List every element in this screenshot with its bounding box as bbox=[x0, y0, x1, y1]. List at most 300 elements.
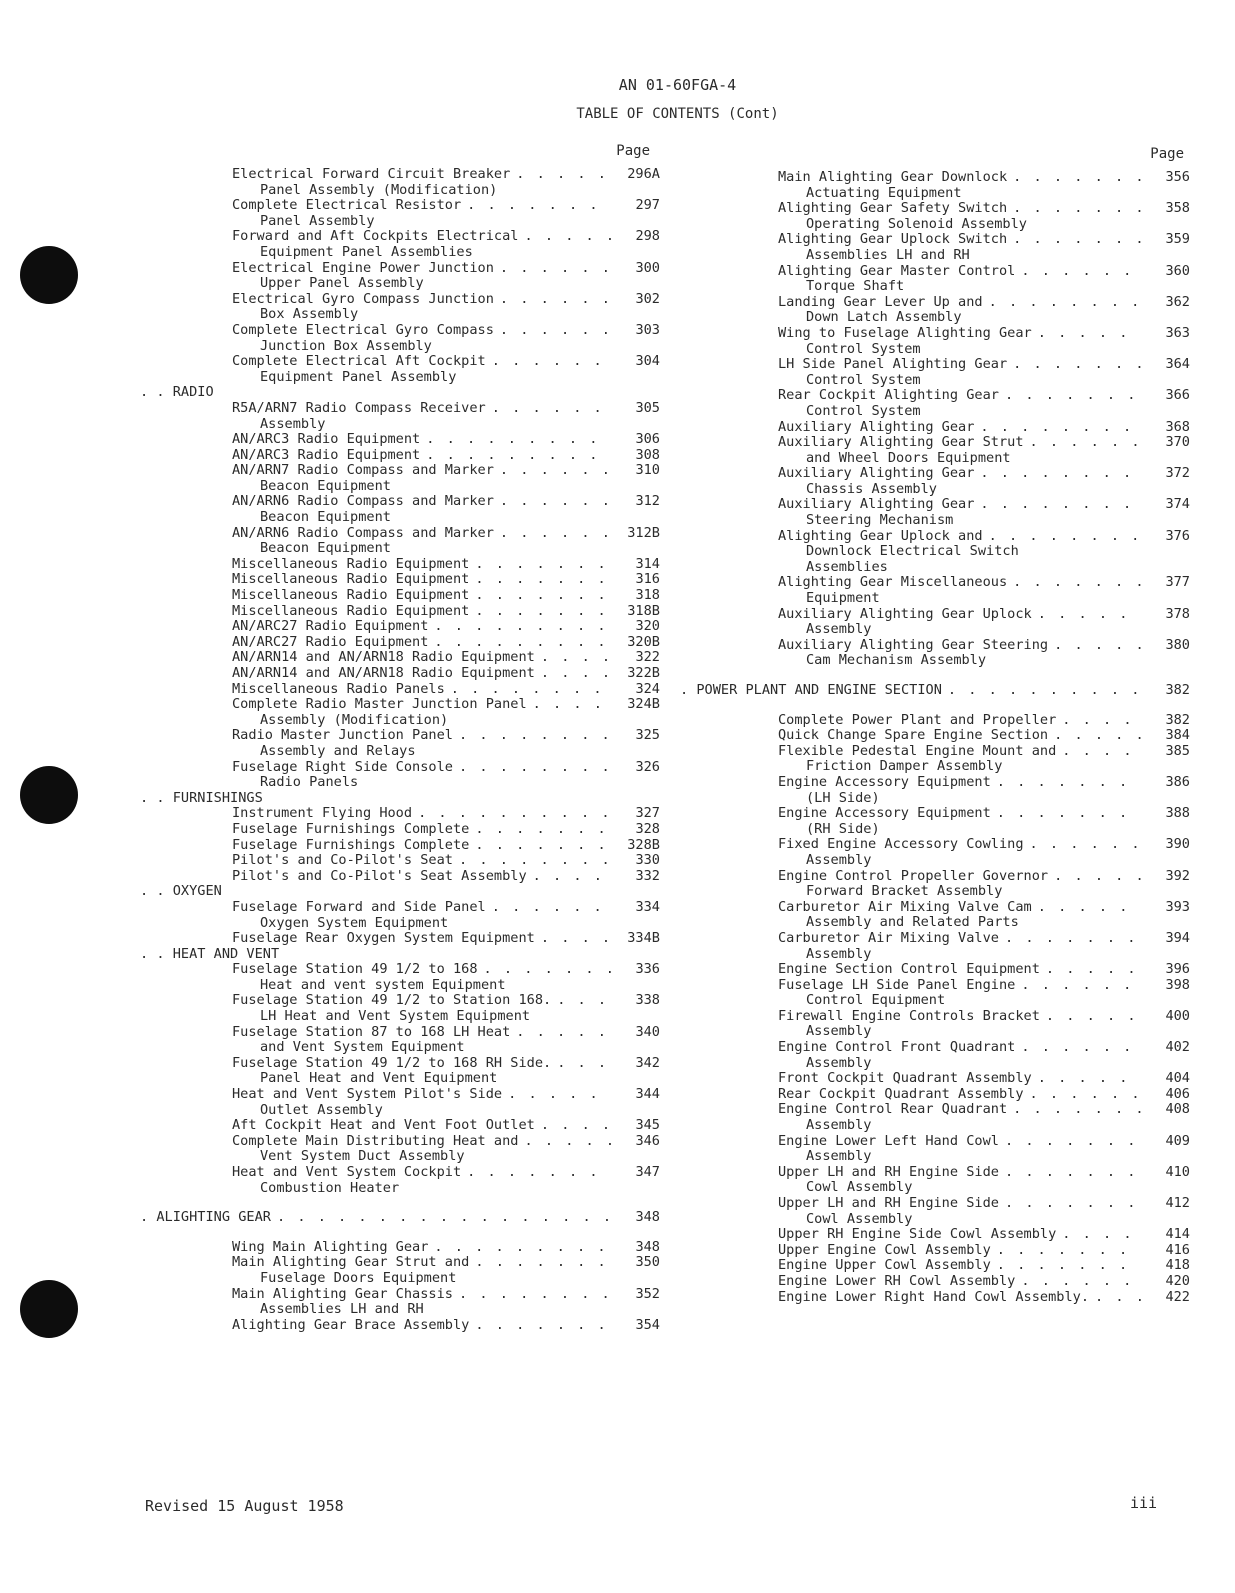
page-ref: 312 bbox=[635, 493, 660, 510]
dot-leader bbox=[551, 1056, 612, 1072]
dot-leader bbox=[486, 900, 612, 916]
page-ref: 348 bbox=[635, 1238, 660, 1255]
dot-leader bbox=[942, 683, 1142, 699]
dot-leader bbox=[1032, 607, 1142, 623]
toc-entry bbox=[140, 1056, 660, 1087]
entry-title: AN/ARC3 Radio Equipment bbox=[232, 446, 421, 463]
binder-hole bbox=[20, 246, 78, 304]
entry-title: Pilot's and Co-Pilot's Seat Assembly bbox=[232, 867, 527, 884]
entry-title: Rear Cockpit Quadrant Assembly bbox=[778, 1085, 1024, 1102]
toc-entry bbox=[680, 900, 1190, 931]
dot-leader bbox=[551, 993, 612, 1009]
dot-leader bbox=[486, 354, 612, 370]
toc-entry bbox=[140, 962, 660, 993]
page-ref: 372 bbox=[1165, 465, 1190, 482]
toc-entry bbox=[140, 526, 660, 557]
page-ref: 386 bbox=[1165, 773, 1190, 790]
spacer bbox=[140, 1196, 660, 1210]
entry-title-continuation: Panel Assembly bbox=[260, 212, 375, 229]
binder-hole bbox=[20, 1280, 78, 1338]
entry-title: AN/ARN14 and AN/ARN18 Radio Equipment bbox=[232, 649, 535, 666]
dot-leader bbox=[1007, 357, 1142, 373]
toc-entry bbox=[140, 572, 660, 588]
entry-title: Fuselage Station 49 1/2 to 168 RH Side. bbox=[232, 1054, 552, 1071]
entry-title: Upper Engine Cowl Assembly bbox=[778, 1241, 991, 1258]
toc-entry bbox=[140, 853, 660, 869]
entry-title: Fuselage LH Side Panel Engine bbox=[778, 976, 1016, 993]
page-ref: 322B bbox=[627, 665, 660, 681]
page-ref: 305 bbox=[635, 399, 660, 416]
page-ref: 388 bbox=[1165, 805, 1190, 822]
entry-title-continuation: Steering Mechanism bbox=[806, 512, 954, 529]
page-ref: 396 bbox=[1165, 961, 1190, 978]
page-ref: 318 bbox=[635, 587, 660, 604]
toc-entry bbox=[140, 619, 660, 635]
entry-title-continuation: Assembly bbox=[806, 1148, 872, 1165]
entry-title-continuation: (RH Side) bbox=[806, 820, 880, 837]
toc-entry bbox=[680, 806, 1190, 837]
page-ref: 359 bbox=[1165, 231, 1190, 248]
entry-title-continuation: Vent System Duct Assembly bbox=[260, 1148, 465, 1165]
page-ref: 358 bbox=[1165, 200, 1190, 217]
entry-title: Electrical Forward Circuit Breaker bbox=[232, 166, 511, 182]
toc-entry bbox=[140, 635, 660, 651]
entry-title: Auxiliary Alighting Gear Strut bbox=[778, 434, 1024, 451]
toc-entry bbox=[680, 466, 1190, 497]
entry-title: Main Alighting Gear Strut and bbox=[232, 1254, 470, 1271]
entry-title: Fuselage Furnishings Complete bbox=[232, 836, 470, 853]
entry-title-continuation: Downlock Electrical Switch bbox=[806, 543, 1019, 560]
entry-title-continuation: Control Equipment bbox=[806, 992, 946, 1009]
page-ref: 392 bbox=[1165, 867, 1190, 884]
spacer bbox=[140, 1226, 660, 1240]
toc-entry bbox=[680, 744, 1190, 775]
page-ref: 336 bbox=[635, 961, 660, 978]
page-ref: 408 bbox=[1165, 1101, 1190, 1118]
entry-title: Engine Accessory Equipment bbox=[778, 773, 991, 790]
page-ref: 303 bbox=[635, 321, 660, 338]
entry-title-continuation: Assembly bbox=[806, 621, 872, 638]
entry-title-continuation: Heat and vent system Equipment bbox=[260, 976, 506, 993]
toc-entry bbox=[680, 575, 1190, 606]
dot-leader bbox=[974, 497, 1142, 513]
page-ref: 327 bbox=[635, 805, 660, 822]
entry-title: Flexible Pedestal Engine Mount and bbox=[778, 742, 1057, 759]
toc-entry bbox=[680, 837, 1190, 868]
dot-leader bbox=[1015, 1274, 1142, 1290]
entry-title-continuation: Junction Box Assembly bbox=[260, 337, 432, 354]
entry-title: Aft Cockpit Heat and Vent Foot Outlet bbox=[232, 1117, 535, 1134]
entry-title: Carburetor Air Mixing Valve bbox=[778, 929, 999, 946]
dot-leader bbox=[535, 931, 612, 947]
entry-title-continuation: Actuating Equipment bbox=[806, 184, 962, 201]
entry-title: Complete Electrical Aft Cockpit bbox=[232, 353, 486, 370]
binder-hole bbox=[20, 766, 78, 824]
page-ref: 320 bbox=[635, 618, 660, 635]
dot-leader bbox=[494, 463, 612, 479]
dot-leader bbox=[999, 1134, 1142, 1150]
page-ref: 356 bbox=[1165, 169, 1190, 185]
page-number: iii bbox=[1130, 1494, 1158, 1512]
entry-title: Upper RH Engine Side Cowl Assembly bbox=[778, 1226, 1057, 1243]
toc-entry bbox=[140, 292, 660, 323]
toc-entry bbox=[140, 432, 660, 448]
dot-leader bbox=[494, 323, 612, 339]
entry-title-continuation: Panel Heat and Vent Equipment bbox=[260, 1070, 498, 1087]
page-ref: 348 bbox=[635, 1209, 660, 1226]
dot-leader bbox=[428, 619, 612, 635]
toc-entry bbox=[680, 497, 1190, 528]
entry-title: Alighting Gear Miscellaneous bbox=[778, 574, 1008, 591]
entry-title-continuation: Combustion Heater bbox=[260, 1179, 400, 1196]
page-ref: 340 bbox=[635, 1023, 660, 1040]
toc-entry bbox=[140, 900, 660, 931]
toc-section-heading bbox=[140, 1210, 660, 1226]
page-ref: 382 bbox=[1165, 682, 1190, 698]
dot-leader bbox=[535, 650, 612, 666]
page-ref: 394 bbox=[1165, 929, 1190, 946]
toc-entry bbox=[680, 1196, 1190, 1227]
page-ref: 338 bbox=[635, 992, 660, 1009]
toc-entry bbox=[140, 354, 660, 385]
toc-entry bbox=[140, 728, 660, 759]
entry-title: Engine Lower Left Hand Cowl bbox=[778, 1132, 999, 1149]
page-ref: 416 bbox=[1165, 1241, 1190, 1258]
entry-title-continuation: Assembly bbox=[806, 1054, 872, 1071]
dot-leader bbox=[461, 1165, 612, 1181]
entry-title-continuation: and Vent System Equipment bbox=[260, 1039, 465, 1056]
dot-leader bbox=[1089, 1290, 1142, 1306]
entry-title-continuation: Equipment bbox=[806, 590, 880, 607]
entry-title-continuation: Assembly bbox=[806, 945, 872, 962]
entry-title-continuation: Chassis Assembly bbox=[806, 480, 937, 497]
dot-leader bbox=[502, 1087, 612, 1103]
toc-entry bbox=[680, 357, 1190, 388]
dot-leader bbox=[974, 466, 1142, 482]
page-ref: 310 bbox=[635, 462, 660, 479]
entry-title: Fuselage Forward and Side Panel bbox=[232, 898, 486, 915]
page-ref: 332 bbox=[635, 867, 660, 884]
dot-leader bbox=[1056, 744, 1142, 760]
page-ref: 304 bbox=[635, 353, 660, 370]
section-title: . . RADIO bbox=[140, 384, 214, 401]
entry-title: R5A/ARN7 Radio Compass Receiver bbox=[232, 399, 486, 416]
entry-title-continuation: Assembly bbox=[806, 851, 872, 868]
toc-entry bbox=[680, 1227, 1190, 1243]
toc-entry bbox=[680, 326, 1190, 357]
toc-entry bbox=[140, 261, 660, 292]
toc-entry bbox=[140, 1318, 660, 1334]
dot-leader bbox=[518, 229, 612, 245]
toc-entry bbox=[680, 295, 1190, 326]
entry-title: Forward and Aft Cockpits Electrical bbox=[232, 228, 519, 245]
toc-entry bbox=[140, 838, 660, 854]
entry-title: Auxiliary Alighting Gear Steering bbox=[778, 636, 1049, 653]
dot-leader bbox=[1015, 1040, 1142, 1056]
toc-entry bbox=[680, 529, 1190, 576]
toc-entry bbox=[140, 1087, 660, 1118]
dot-leader bbox=[469, 822, 612, 838]
entry-title-continuation: Forward Bracket Assembly bbox=[806, 883, 1003, 900]
entry-title: Auxiliary Alighting Gear bbox=[778, 496, 975, 513]
dot-leader bbox=[494, 261, 612, 277]
toc-entry bbox=[140, 697, 660, 728]
entry-title: Fuselage Station 49 1/2 to 168 bbox=[232, 961, 478, 978]
page-ref: 370 bbox=[1165, 434, 1190, 451]
entry-title-continuation: Assemblies bbox=[806, 558, 888, 575]
toc-entry bbox=[680, 264, 1190, 295]
entry-title: Fuselage Rear Oxygen System Equipment bbox=[232, 930, 535, 947]
dot-leader bbox=[428, 635, 612, 651]
toc-entry bbox=[680, 728, 1190, 744]
page-ref: 409 bbox=[1165, 1132, 1190, 1149]
entry-title: Rear Cockpit Alighting Gear bbox=[778, 387, 999, 404]
page-ref: 345 bbox=[635, 1117, 660, 1134]
toc-entry bbox=[680, 201, 1190, 232]
entry-title: Complete Electrical Resistor bbox=[232, 197, 462, 214]
entry-title-continuation: (LH Side) bbox=[806, 789, 880, 806]
toc-entry bbox=[140, 198, 660, 229]
entry-title: Fuselage Station 87 to 168 LH Heat bbox=[232, 1023, 511, 1040]
page-ref: 406 bbox=[1165, 1085, 1190, 1102]
page-ref: 346 bbox=[635, 1132, 660, 1149]
revision-date: Revised 15 August 1958 bbox=[145, 1497, 344, 1515]
toc-entry bbox=[680, 962, 1190, 978]
entry-title: Front Cockpit Quadrant Assembly bbox=[778, 1070, 1032, 1087]
entry-title: Engine Section Control Equipment bbox=[778, 961, 1040, 978]
dot-leader bbox=[527, 697, 612, 713]
page-ref: 298 bbox=[635, 228, 660, 245]
dot-leader bbox=[518, 1134, 612, 1150]
toc-section-heading bbox=[140, 791, 660, 807]
entry-title: AN/ARC27 Radio Equipment bbox=[232, 633, 429, 650]
page-ref: 324 bbox=[635, 680, 660, 697]
dot-leader bbox=[991, 806, 1142, 822]
entry-title-continuation: Control System bbox=[806, 340, 921, 357]
entry-title: Engine Control Front Quadrant bbox=[778, 1039, 1016, 1056]
toc-entry bbox=[140, 401, 660, 432]
dot-leader bbox=[1007, 232, 1142, 248]
toc-entry bbox=[680, 775, 1190, 806]
dot-leader bbox=[1032, 900, 1142, 916]
entry-title-continuation: Operating Solenoid Assembly bbox=[806, 215, 1027, 232]
entry-title-continuation: Upper Panel Assembly bbox=[260, 275, 424, 292]
dot-leader bbox=[469, 838, 612, 854]
dot-leader bbox=[494, 526, 612, 542]
entry-title: Fixed Engine Accessory Cowling bbox=[778, 836, 1024, 853]
entry-title-continuation: Control System bbox=[806, 371, 921, 388]
entry-title-continuation: Control System bbox=[806, 402, 921, 419]
toc-entry bbox=[680, 1274, 1190, 1290]
page-ref: 382 bbox=[1165, 711, 1190, 728]
dot-leader bbox=[494, 494, 612, 510]
entry-title: AN/ARN6 Radio Compass and Marker bbox=[232, 493, 494, 510]
entry-title: Engine Upper Cowl Assembly bbox=[778, 1257, 991, 1274]
page-ref: 363 bbox=[1165, 324, 1190, 341]
page-ref: 404 bbox=[1165, 1070, 1190, 1087]
toc-entry bbox=[140, 931, 660, 947]
document-number: AN 01-60FGA-4 bbox=[618, 76, 737, 94]
dot-leader bbox=[1024, 435, 1142, 451]
entry-title: Alighting Gear Uplock Switch bbox=[778, 231, 1008, 248]
dot-leader bbox=[510, 167, 612, 183]
entry-title-continuation: Cam Mechanism Assembly bbox=[806, 652, 987, 669]
page-column-label: Page bbox=[1150, 146, 1184, 162]
page-ref: 364 bbox=[1165, 356, 1190, 373]
dot-leader bbox=[983, 295, 1142, 311]
entry-title: Engine Control Rear Quadrant bbox=[778, 1101, 1008, 1118]
dot-leader bbox=[469, 604, 612, 620]
entry-title-continuation: Cowl Assembly bbox=[806, 1179, 913, 1196]
page-ref: 314 bbox=[635, 555, 660, 572]
dot-leader bbox=[999, 388, 1142, 404]
entry-title: Electrical Engine Power Junction bbox=[232, 259, 494, 276]
page-ref: 376 bbox=[1165, 527, 1190, 544]
toc-entry bbox=[140, 993, 660, 1024]
page-ref: 366 bbox=[1165, 387, 1190, 404]
toc-section-heading bbox=[140, 385, 660, 401]
dot-leader bbox=[478, 962, 612, 978]
toc-entry bbox=[680, 1071, 1190, 1087]
toc-entry bbox=[140, 588, 660, 604]
entry-title-continuation: Beacon Equipment bbox=[260, 509, 391, 526]
page-ref: 374 bbox=[1165, 496, 1190, 513]
toc-entry bbox=[140, 822, 660, 838]
entry-title: Alighting Gear Brace Assembly bbox=[232, 1316, 470, 1333]
section-title: . . HEAT AND VENT bbox=[140, 945, 280, 962]
dot-leader bbox=[453, 728, 612, 744]
page-ref: 320B bbox=[627, 633, 660, 650]
page-ref: 418 bbox=[1165, 1257, 1190, 1274]
dot-leader bbox=[494, 292, 612, 308]
page-ref: 316 bbox=[635, 571, 660, 588]
page-ref: 352 bbox=[635, 1285, 660, 1302]
toc-entry bbox=[680, 435, 1190, 466]
dot-leader bbox=[1040, 962, 1142, 978]
entry-title: Complete Electrical Gyro Compass bbox=[232, 321, 494, 338]
page-ref: 334B bbox=[627, 930, 660, 947]
toc-entry bbox=[680, 1087, 1190, 1103]
toc-entry bbox=[140, 494, 660, 525]
toc-entry bbox=[680, 1134, 1190, 1165]
dot-leader bbox=[469, 572, 612, 588]
toc-entry bbox=[680, 1009, 1190, 1040]
entry-title-continuation: Assembly and Related Parts bbox=[806, 914, 1019, 931]
toc-entry bbox=[140, 1287, 660, 1318]
entry-title: Wing Main Alighting Gear bbox=[232, 1238, 429, 1255]
entry-title: Miscellaneous Radio Equipment bbox=[232, 555, 470, 572]
entry-title-continuation: Torque Shaft bbox=[806, 278, 905, 295]
entry-title-continuation: Cowl Assembly bbox=[806, 1210, 913, 1227]
entry-title: AN/ARN7 Radio Compass and Marker bbox=[232, 462, 494, 479]
page-ref: 380 bbox=[1165, 636, 1190, 653]
entry-title: Main Alighting Gear Downlock bbox=[778, 169, 1008, 185]
dot-leader bbox=[991, 775, 1142, 791]
entry-title-continuation: Assembly bbox=[260, 415, 326, 432]
page-ref: 400 bbox=[1165, 1007, 1190, 1024]
page-ref: 414 bbox=[1165, 1226, 1190, 1243]
page-ref: 302 bbox=[635, 290, 660, 307]
entry-title: Upper LH and RH Engine Side bbox=[778, 1163, 999, 1180]
entry-title-continuation: Equipment Panel Assembly bbox=[260, 368, 457, 385]
toc-entry bbox=[140, 323, 660, 354]
entry-title-continuation: and Wheel Doors Equipment bbox=[806, 449, 1011, 466]
dot-leader bbox=[983, 529, 1142, 545]
section-title: . . FURNISHINGS bbox=[140, 789, 263, 806]
dot-leader bbox=[999, 1165, 1142, 1181]
dot-leader bbox=[469, 588, 612, 604]
entry-title: Fuselage Station 49 1/2 to Station 168. bbox=[232, 992, 552, 1009]
entry-title: Alighting Gear Safety Switch bbox=[778, 200, 1008, 217]
page-ref: 324B bbox=[627, 696, 660, 713]
toc-entry bbox=[140, 1165, 660, 1196]
page-ref: 412 bbox=[1165, 1195, 1190, 1211]
dot-leader bbox=[1056, 713, 1142, 729]
dot-leader bbox=[486, 401, 612, 417]
dot-leader bbox=[1040, 1009, 1142, 1025]
toc-entry bbox=[140, 463, 660, 494]
entry-title-continuation: Oxygen System Equipment bbox=[260, 914, 449, 931]
entry-title-continuation: Assembly (Modification) bbox=[260, 711, 449, 728]
entry-title: Engine Control Propeller Governor bbox=[778, 867, 1049, 884]
entry-title: Main Alighting Gear Chassis bbox=[232, 1285, 453, 1302]
dot-leader bbox=[453, 1287, 612, 1303]
toc-entry bbox=[680, 638, 1190, 669]
entry-title: AN/ARN14 and AN/ARN18 Radio Equipment bbox=[232, 665, 535, 681]
dot-leader bbox=[999, 931, 1142, 947]
toc-entry bbox=[140, 760, 660, 791]
page-ref: 385 bbox=[1165, 742, 1190, 759]
dot-leader bbox=[1007, 170, 1142, 186]
page-ref: 334 bbox=[635, 898, 660, 915]
entry-title: AN/ARC27 Radio Equipment bbox=[232, 618, 429, 635]
dot-leader bbox=[1007, 575, 1142, 591]
dot-leader bbox=[412, 806, 612, 822]
entry-title: Miscellaneous Radio Equipment bbox=[232, 571, 470, 588]
page-ref: 362 bbox=[1165, 293, 1190, 310]
toc-entry bbox=[140, 806, 660, 822]
toc-entry bbox=[680, 232, 1190, 263]
page-ref: 344 bbox=[635, 1086, 660, 1103]
entry-title-continuation: Equipment Panel Assemblies bbox=[260, 243, 473, 260]
dot-leader bbox=[453, 760, 612, 776]
page-ref: 398 bbox=[1165, 976, 1190, 993]
entry-title: Miscellaneous Radio Equipment bbox=[232, 587, 470, 604]
page-ref: 342 bbox=[635, 1054, 660, 1071]
entry-title-continuation: Fuselage Doors Equipment bbox=[260, 1269, 457, 1286]
entry-title-continuation: Assembly bbox=[806, 1117, 872, 1134]
entry-title: Landing Gear Lever Up and bbox=[778, 293, 983, 310]
toc-right-column bbox=[680, 146, 1190, 1305]
entry-title-continuation: Beacon Equipment bbox=[260, 540, 391, 557]
page-ref: 308 bbox=[635, 446, 660, 463]
dot-leader bbox=[1007, 1102, 1142, 1118]
entry-title: Miscellaneous Radio Panels bbox=[232, 680, 445, 697]
dot-leader bbox=[420, 432, 612, 448]
toc-entry bbox=[680, 1290, 1190, 1306]
entry-title: Alighting Gear Uplock and bbox=[778, 527, 983, 544]
dot-leader bbox=[991, 1258, 1142, 1274]
entry-title: AN/ARC3 Radio Equipment bbox=[232, 431, 421, 448]
toc-entry bbox=[680, 1258, 1190, 1274]
toc-entry bbox=[680, 931, 1190, 962]
page-ref: 410 bbox=[1165, 1163, 1190, 1180]
entry-title: Complete Power Plant and Propeller bbox=[778, 711, 1057, 728]
page-ref: 325 bbox=[635, 727, 660, 744]
dot-leader bbox=[1032, 326, 1142, 342]
entry-title-continuation: Panel Assembly (Modification) bbox=[260, 181, 498, 198]
dot-leader bbox=[469, 557, 612, 573]
